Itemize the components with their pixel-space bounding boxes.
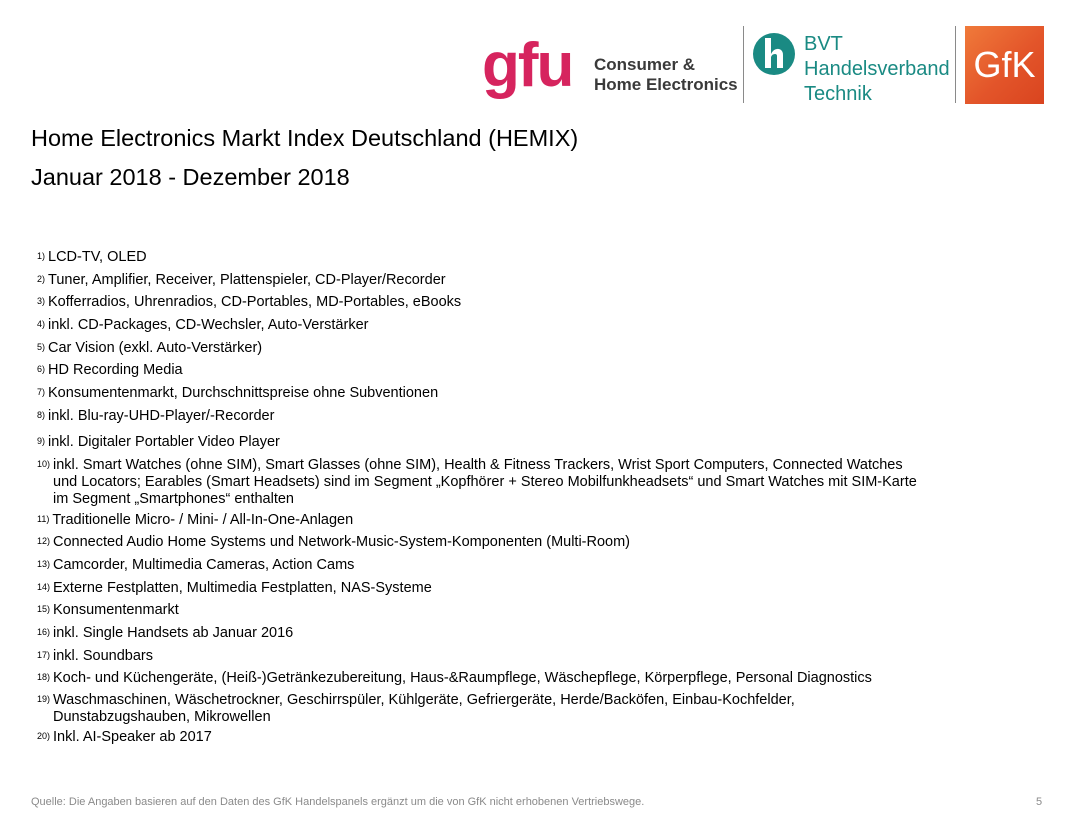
footnote-text: Externe Festplatten, Multimedia Festplatten, NAS-Systeme: [53, 580, 432, 596]
footnote-text: LCD-TV, OLED: [48, 249, 147, 265]
footnote-text: inkl. Single Handsets ab Januar 2016: [53, 625, 294, 641]
footnote-text: inkl. Blu-ray-UHD-Player/-Recorder: [48, 408, 275, 424]
footnote-text: Konsumentenmarkt: [53, 602, 179, 618]
footnote-item: [37, 625, 977, 642]
footnote-text: Konsumentenmarkt, Durchschnittspreise ohne Subventionen: [48, 385, 439, 401]
footnote-number: 10): [37, 459, 51, 469]
gfu-logo: gfu: [482, 31, 573, 100]
footnote-item: [37, 534, 977, 551]
footnote-number: 6): [37, 364, 46, 374]
footnote-number: 9): [37, 436, 46, 446]
footnote-item: [37, 670, 977, 687]
footnote-item: [37, 512, 977, 529]
footnote-number: 8): [37, 410, 46, 420]
footnote-text: Waschmaschinen, Wäschetrockner, Geschirrspüler, Kühlgeräte, Gefriergeräte, Herde/Backöfen, Einbau-Kochfelder,: [53, 692, 795, 708]
footnote-text: inkl. Smart Watches (ohne SIM), Smart Glasses (ohne SIM), Health & Fitness Trackers, Wrist Sport Computers, Connected Watches: [53, 457, 903, 473]
gfu-logo-caption: [594, 55, 738, 95]
footnote-text-continued: im Segment „Smartphones“ enthalten: [53, 491, 294, 507]
footnote-number: 18): [37, 672, 51, 682]
footnote-text: inkl. CD-Packages, CD-Wechsler, Auto-Verstärker: [48, 317, 369, 333]
footnote-item: [37, 249, 977, 266]
footnote-item: [37, 729, 977, 746]
footnote-item: [37, 602, 977, 619]
footnote-text: Inkl. AI-Speaker ab 2017: [53, 729, 212, 745]
footnote-text: Kofferradios, Uhrenradios, CD-Portables, MD-Portables, eBooks: [48, 294, 462, 310]
footnote-number: 11): [37, 514, 50, 524]
footnote-item: [37, 648, 977, 665]
footnote-number: 12): [37, 536, 51, 546]
footnote-item: [37, 272, 977, 289]
logo-divider: [955, 26, 956, 103]
footnote-text: inkl. Soundbars: [53, 648, 153, 664]
footnote-text-continued: und Locators; Earables (Smart Headsets) sind im Segment „Kopfhörer + Stereo Mobilfunkheadsets“ und Smart Watches mit SIM-Karte: [53, 474, 917, 490]
gfk-logo: GfK: [965, 26, 1044, 104]
footnote-text-continued: Dunstabzugshauben, Mikrowellen: [53, 709, 271, 725]
footnote-number: 7): [37, 387, 46, 397]
page-title: Home Electronics Markt Index Deutschland (HEMIX): [31, 125, 579, 151]
footnote-number: 13): [37, 559, 51, 569]
footnote-text: Connected Audio Home Systems und Network-Music-System-Komponenten (Multi-Room): [53, 534, 631, 550]
gfu-caption-line-2: Home Electronics: [594, 75, 738, 94]
bvt-h-icon: [752, 32, 796, 76]
bvt-logo-text: [804, 32, 950, 107]
footnote-number: 19): [37, 694, 51, 704]
bvt-line-1: BVT: [804, 33, 843, 55]
footnote-item: [37, 385, 977, 402]
logo-bar: [0, 0, 1075, 110]
footnote-text: inkl. Digitaler Portabler Video Player: [48, 434, 280, 450]
footnote-item: [37, 692, 977, 726]
footnote-text: Traditionelle Micro- / Mini- / All-In-One-Anlagen: [52, 512, 354, 528]
footnote-text: Tuner, Amplifier, Receiver, Plattenspieler, CD-Player/Recorder: [48, 272, 446, 288]
footnote-number: 17): [37, 650, 51, 660]
footnote-number: 20): [37, 731, 51, 741]
footnote-item: [37, 340, 977, 357]
footnote-number: 1): [37, 251, 46, 261]
footnote-item: [37, 408, 977, 425]
footnote-number: 5): [37, 342, 46, 352]
footnote-number: 4): [37, 319, 46, 329]
footnote-number: 16): [37, 627, 51, 637]
footnote-number: 2): [37, 274, 46, 284]
source-note: Quelle: Die Angaben basieren auf den Daten des GfK Handelspanels ergänzt um die von GfK nicht erhobenen Vertriebswege.: [31, 796, 645, 808]
footnote-item: [37, 457, 977, 508]
footnote-number: 3): [37, 296, 46, 306]
footnote-item: [37, 294, 977, 311]
footnote-item: [37, 317, 977, 334]
footnote-text: HD Recording Media: [48, 362, 183, 378]
gfu-caption-line-1: Consumer &: [594, 55, 696, 74]
logo-divider: [743, 26, 744, 103]
footnote-number: 15): [37, 604, 51, 614]
footnote-item: [37, 362, 977, 379]
footnote-text: Camcorder, Multimedia Cameras, Action Cams: [53, 557, 355, 573]
footnote-text: Koch- und Küchengeräte, (Heiß-)Getränkezubereitung, Haus-&Raumpflege, Wäschepflege, Körperpflege, Personal Diagnostics: [53, 670, 872, 686]
footnote-item: [37, 580, 977, 597]
footnote-item: [37, 557, 977, 574]
bvt-line-2: Handelsverband: [804, 58, 950, 80]
page-number: 5: [1036, 796, 1043, 808]
footnote-item: [37, 434, 977, 451]
page-subtitle: Januar 2018 - Dezember 2018: [31, 164, 350, 190]
bvt-line-3: Technik: [804, 83, 872, 105]
footnote-number: 14): [37, 582, 51, 592]
footnote-text: Car Vision (exkl. Auto-Verstärker): [48, 340, 263, 356]
